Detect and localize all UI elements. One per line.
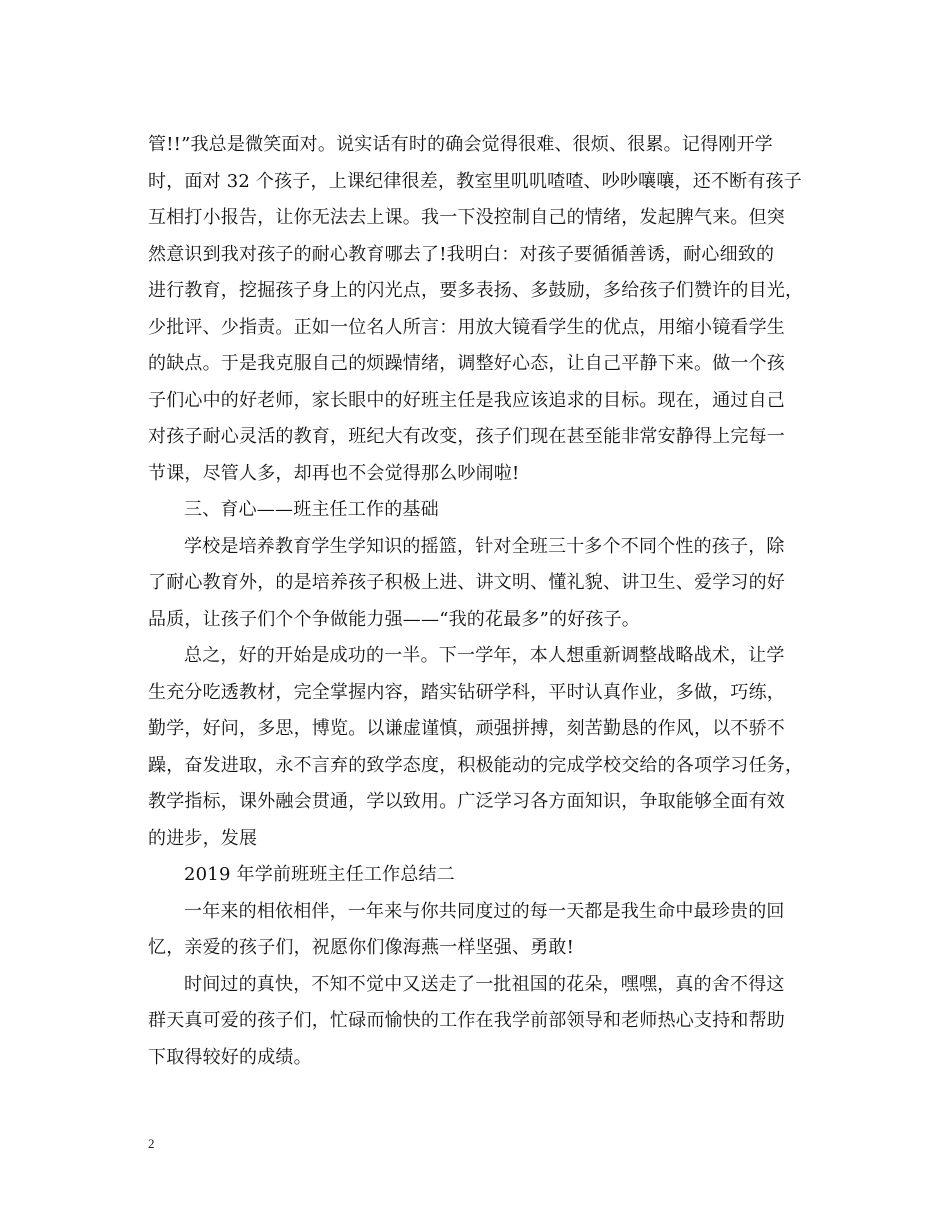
text-line: 节课，尽管人多，却再也不会觉得那么吵闹啦!: [148, 462, 520, 484]
text-line: 学校是培养教育学生学知识的摇篮，针对全班三十多个不同个性的孩子，除: [184, 535, 785, 557]
text-line: 一年来的相依相伴，一年来与你共同度过的每一天都是我生命中最珍贵的回: [184, 900, 785, 922]
text-line: 群天真可爱的孩子们，忙碌而愉快的工作在我学前部领导和老师热心支持和帮助: [148, 1010, 785, 1031]
text-line: 下取得较好的成绩。: [148, 1046, 312, 1068]
text-line: 2019 年学前班班主任工作总结二: [184, 864, 455, 885]
text-line: 互相打小报告，让你无法去上课。我一下没控制自己的情绪，发起脾气来。但突: [148, 207, 785, 228]
text-line: 对孩子耐心灵活的教育，班纪大有改变，孩子们现在甚至能非常安静得上完每一: [148, 426, 785, 447]
document-body: [148, 127, 808, 1076]
page-number: 2: [148, 1136, 155, 1151]
text-line: 少批评、少指责。正如一位名人所言：用放大镜看学生的优点，用缩小镜看学生: [148, 316, 785, 338]
text-line: 时间过的真快，不知不觉中又送走了一批祖国的花朵，嘿嘿，真的舍不得这: [184, 973, 785, 995]
text-line: 三、育心——班主任工作的基础: [184, 499, 439, 520]
text-line: 躁，奋发进取，永不言弃的致学态度，积极能动的完成学校交给的各项学习任务，: [148, 754, 804, 776]
text-line: 进行教育，挖掘孩子身上的闪光点，要多表扬、多鼓励，多给孩子们赞许的目光，: [148, 280, 804, 301]
text-line: 了耐心教育外，的是培养孩子积极上进、讲文明、懂礼貌、讲卫生、爱学习的好: [148, 572, 785, 593]
text-line: 忆，亲爱的孩子们，祝愿你们像海燕一样坚强、勇敢!: [148, 937, 575, 958]
text-line: 时，面对 32 个孩子，上课纪律很差，教室里叽叽喳喳、吵吵嚷嚷，还不断有孩子: [148, 170, 802, 192]
text-line: 生充分吃透教材，完全掌握内容，踏实钻研学科，平时认真作业，多做，巧练，: [148, 681, 785, 703]
text-line: 管!!”我总是微笑面对。说实话有时的确会觉得很难、很烦、很累。记得刚开学: [148, 134, 773, 155]
text-line: 教学指标，课外融会贯通，学以致用。广泛学习各方面知识，争取能够全面有效: [148, 791, 785, 812]
text-line: 的进步，发展: [148, 827, 258, 849]
text-line: 总之，好的开始是成功的一半。下一学年，本人想重新调整战略战术，让学: [184, 645, 785, 666]
text-line: 的缺点。于是我克服自己的烦躁情绪，调整好心态，让自己平静下来。做一个孩: [148, 353, 785, 374]
text-line: 勤学，好问，多思，博览。以谦虚谨慎，顽强拼搏，刻苦勤恳的作风，以不骄不: [148, 718, 785, 739]
text-line: 子们心中的好老师，家长眼中的好班主任是我应该追求的目标。现在，通过自己: [148, 389, 785, 411]
text-line: 然意识到我对孩子的耐心教育哪去了!我明白：对孩子要循循善诱，耐心细致的: [148, 243, 775, 265]
text-line: 品质，让孩子们个个争做能力强——“我的花最多”的好孩子。: [148, 608, 641, 630]
